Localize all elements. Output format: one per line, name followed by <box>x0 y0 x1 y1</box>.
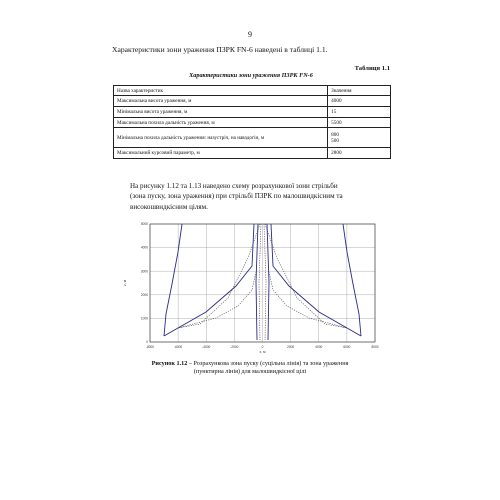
kill-zone-line <box>178 272 256 328</box>
table-header-row <box>114 86 391 96</box>
figure-y-ticks <box>141 222 148 344</box>
body-paragraph <box>114 181 389 212</box>
figure-x-ticks <box>146 345 379 349</box>
table-header-value: Значення <box>328 86 391 96</box>
y-tick-label: 1000 <box>140 316 148 321</box>
table-cell-value <box>328 128 391 148</box>
x-tick-label: -8000 <box>145 345 155 349</box>
kill-zone-line <box>259 224 261 340</box>
paragraph-line: На рисунку 1.12 та 1.13 наведено схему розрахункової зони стрільби <box>130 182 338 190</box>
kill-zone-line <box>178 224 260 328</box>
y-tick-label: 4000 <box>140 245 148 250</box>
x-tick-label: 8000 <box>371 345 379 349</box>
table-cell-value: 2800 <box>328 148 391 159</box>
caption-line: (пунктирна лінія) для малошвидкісної цілі <box>193 368 307 375</box>
table-label: Таблиця 1.1 <box>354 65 390 72</box>
table-row <box>114 128 391 148</box>
table-title: Характеристики зони ураження ПЗРК FN-6 <box>189 72 313 79</box>
y-tick-label: 3000 <box>140 269 148 274</box>
table-row <box>114 107 391 118</box>
table-cell-name: Мінімальна похила дальність ураження: назустріч, на навздогін, м <box>114 128 328 148</box>
table-row <box>114 118 391 128</box>
page-number: 9 <box>248 30 252 39</box>
table-header-name: Назва характеристик <box>114 86 328 96</box>
paragraph-line: (зона пуску, зона ураження) при стрільбі ПЗРК по малошвидкісним та <box>130 192 343 201</box>
table-row <box>114 96 391 107</box>
x-tick-label: -2000 <box>230 345 239 349</box>
figure-caption <box>0 360 500 376</box>
x-tick-label: 2000 <box>287 345 295 349</box>
characteristics-table <box>113 85 391 159</box>
kill-zone-line <box>269 272 347 328</box>
table-cell-name: Максимальна висота ураження, м <box>114 96 328 107</box>
zone-figure <box>120 222 388 356</box>
caption-label: Рисунок 1.12 <box>151 360 188 367</box>
caption-text: – Розрахункова зона пуску (суцільна лінія) та зона ураження <box>187 360 349 367</box>
x-tick-label: -6000 <box>174 345 183 349</box>
y-tick-label: 5000 <box>140 222 148 227</box>
table-row <box>114 148 391 159</box>
x-tick-label: -4000 <box>202 345 211 349</box>
intro-text: Характеристики зони ураження ПЗРК FN-6 наведені в таблиці 1.1. <box>112 45 328 54</box>
x-tick-label: 6000 <box>343 345 351 349</box>
table-cell-name: Мінімальна висота ураження, м <box>114 107 328 118</box>
launch-zone-line <box>164 224 182 336</box>
table-cell-name: Максимальний курсовий параметр, м <box>114 148 328 159</box>
table-cell-name: Максимальна похила дальність ураження, м <box>114 118 328 128</box>
launch-zone-line <box>271 224 361 336</box>
y-tick-label: 0 <box>146 340 148 345</box>
y-tick-label: 2000 <box>140 292 148 297</box>
x-tick-label: 4000 <box>315 345 323 349</box>
paragraph-line: високошвидкісним цілям. <box>130 202 208 211</box>
figure-x-axis-label: x, м <box>259 350 266 354</box>
launch-zone-line <box>256 224 258 340</box>
table-cell-value-line: 500 <box>331 137 339 144</box>
figure-y-axis-label: z, м <box>123 280 127 286</box>
launch-zone-line <box>267 224 269 340</box>
kill-zone-line <box>264 224 266 340</box>
kill-zone-line <box>265 224 347 328</box>
table-cell-value: 4000 <box>328 96 391 107</box>
launch-zone-line <box>164 224 254 336</box>
table-cell-value-line: 800 <box>331 131 339 138</box>
x-tick-label: 0 <box>261 345 264 349</box>
table-cell-value: 15 <box>328 107 391 118</box>
caption-line <box>0 360 500 368</box>
launch-zone-line <box>343 224 361 336</box>
table-cell-value: 5500 <box>328 118 391 128</box>
